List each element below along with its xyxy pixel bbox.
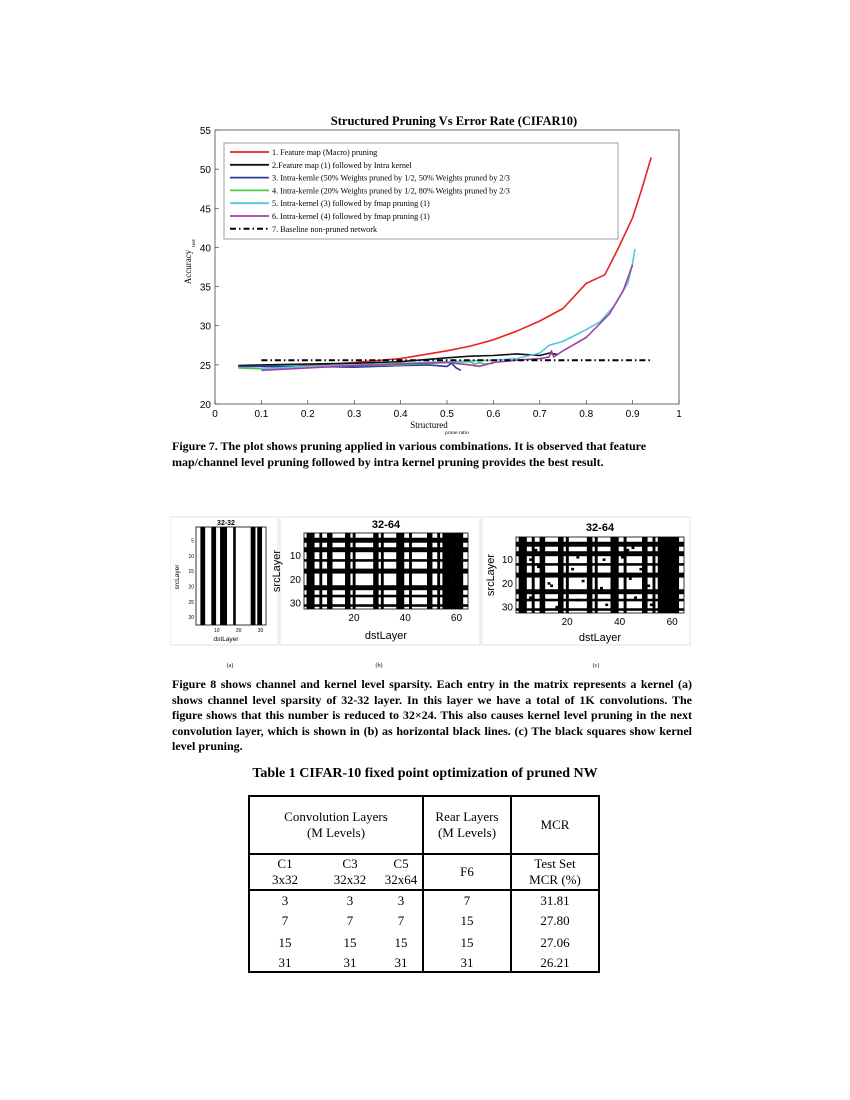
y-tick-label: 10 [289, 551, 301, 563]
y-tick-label: 5 [191, 538, 194, 545]
pruned-channel-column [519, 537, 522, 613]
table-cell: 3 [346, 892, 354, 908]
table-row [249, 932, 599, 954]
pruned-channel-column [224, 527, 227, 625]
pruned-channel-column [307, 533, 310, 609]
legend-label: 4. Intra-kernle (20% Weights pruned by 1/2, 80% Weights pruned by 2/3 [272, 186, 510, 196]
y-tick-label: 10 [188, 553, 194, 560]
panel-b-y-ticks [290, 551, 302, 610]
pruned-channel-column [666, 537, 669, 613]
pruned-kernel [629, 577, 632, 580]
header-conv-layers-label: Convolution Layers [284, 809, 388, 824]
pruned-channel-column [671, 537, 674, 613]
legend-label: 1. Feature map (Macro) pruning [272, 148, 378, 157]
panel-c-x-label: dstLayer [578, 632, 622, 644]
table-row [249, 910, 599, 932]
pruned-kernel [529, 596, 532, 599]
y-tick-label: 35 [199, 282, 211, 294]
header-conv-layers-sub: (M Levels) [306, 825, 366, 840]
header-c5-size: 32x64 [384, 872, 418, 887]
pruned-channel-column [611, 537, 614, 613]
x-tick-label: 0.5 [440, 409, 454, 420]
pruned-channel-column [540, 537, 543, 613]
table-row [249, 954, 599, 972]
y-tick-label: 20 [199, 400, 211, 411]
pruned-channel-column [319, 533, 322, 609]
pruned-channel-column [399, 533, 402, 609]
panel-c-title: 32-64 [585, 522, 615, 534]
pruned-channel-column [381, 533, 384, 609]
y-tick-label: 25 [188, 599, 194, 606]
panel-b-tag: (b) [375, 663, 383, 669]
header-c3-size: 32x32 [333, 872, 367, 887]
panel-c-y-label: srcLayer [485, 553, 497, 597]
header-rear-layers [423, 796, 511, 854]
pruned-kernel [576, 599, 579, 602]
pruned-channel-column [676, 537, 679, 613]
table-cell: 3 [249, 890, 320, 910]
pruned-kernel [534, 549, 537, 552]
panel-b-x-label: dstLayer [364, 630, 408, 642]
header-rear-layers-label: Rear Layers [435, 809, 499, 824]
pruned-channel-column [561, 537, 564, 613]
header-test-set-sub: MCR (%) [529, 872, 581, 887]
panel-a-y-ticks [188, 539, 194, 622]
legend-label: 6. Intra-kernel (4) followed by fmap pruning (1) [272, 212, 430, 221]
table-cell: 27.80 [511, 910, 599, 932]
pruned-channel-column [445, 533, 448, 609]
x-tick-label: 0.8 [579, 409, 594, 420]
x-tick-label: 0.2 [300, 409, 315, 420]
pruned-channel-column [450, 533, 453, 609]
panel-c-tag: (c) [592, 663, 600, 669]
pruned-channel-column [233, 527, 236, 625]
pruned-channel-column [455, 533, 458, 609]
legend [224, 143, 618, 239]
y-tick-label: 30 [188, 615, 194, 622]
table-cell: 15 [343, 935, 357, 950]
table-cell: 27.06 [511, 932, 599, 954]
pruned-channel-column [309, 533, 312, 609]
y-tick-label: 20 [289, 574, 301, 586]
pruned-channel-column [645, 537, 648, 613]
pruned-kernel [529, 558, 532, 561]
panel-b-x-ticks [348, 613, 462, 624]
x-tick-label: 0.9 [625, 409, 640, 420]
pruned-channel-column [566, 537, 569, 613]
x-tick-label: 40 [399, 613, 411, 624]
sparsity-figure [170, 515, 695, 672]
pruned-channel-column [330, 533, 333, 609]
figure-8-caption: Figure 8 shows channel and kernel level sparsity. Each entry in the matrix represents a kernel (a) shows channel level sparsity of 32-32 layer. In this layer we have a total of 1K convolutions. The figure shows that this number is reduced to 32×24. This also causes kernel level pruning in the next convolution layer, which is shown in (b) as horizontal black lines. (c) The black squares show kernel level pruning. [172, 677, 692, 753]
legend-label: 3. Intra-kernle (50% Weights pruned by 1/2, 50% Weights pruned by 2/3 [272, 173, 510, 183]
x-tick-label: 30 [257, 628, 264, 634]
header-c5 [380, 854, 423, 890]
pruned-channel-column [214, 527, 217, 625]
panel-a-x-ticks [214, 628, 264, 634]
x-tick-label: 60 [450, 613, 463, 624]
header-mcr: MCR [511, 796, 599, 854]
pruned-kernel [621, 556, 624, 559]
pruned-kernel [626, 549, 629, 552]
pruned-channel-column [453, 533, 456, 609]
table-cell: 7 [346, 913, 354, 928]
panel-c-y-ticks [502, 555, 514, 614]
table-cell: 31 [423, 954, 511, 972]
header-f6: F6 [423, 854, 511, 890]
y-tick-label: 55 [199, 126, 211, 137]
pruned-channel-column [590, 537, 593, 613]
pruned-channel-column [401, 533, 404, 609]
pruned-channel-column [524, 537, 527, 613]
header-c5-label: C5 [393, 856, 409, 871]
panel-a-x-label: dstLayer [213, 636, 239, 643]
pruned-channel-column [668, 537, 671, 613]
pruned-kernel [603, 558, 606, 561]
legend-label: 5. Intra-kernel (3) followed by fmap pruning (1) [272, 199, 430, 209]
x-tick-label: 0.1 [254, 409, 269, 420]
x-tick-label: 0.7 [532, 409, 547, 420]
header-c1-label: C1 [277, 856, 293, 871]
panel-b-y-label: srcLayer [271, 549, 283, 593]
pruned-channel-column [312, 533, 315, 609]
pruned-channel-column [521, 537, 524, 613]
table-cell: 7 [249, 910, 320, 932]
pruned-channel-column [660, 537, 663, 613]
table-cell: 7 [423, 890, 511, 910]
y-tick-label: 30 [289, 598, 301, 610]
pruned-channel-column [259, 527, 262, 625]
pruned-kernel [571, 568, 574, 571]
table-cell: 3 [380, 890, 423, 910]
y-axis-label: Accuracy [183, 249, 193, 285]
x-tick-label: 1 [676, 409, 682, 420]
pruned-kernel [632, 547, 635, 550]
pruned-channel-column [327, 533, 330, 609]
chart-title: Structured Pruning Vs Error Rate (CIFAR10) [330, 114, 578, 128]
pruned-channel-column [345, 533, 348, 609]
pruned-channel-column [348, 533, 351, 609]
table-cell: 15 [423, 910, 511, 932]
table-cell: 31 [320, 954, 380, 972]
pruned-channel-column [458, 533, 461, 609]
x-tick-label: 0 [212, 409, 218, 420]
pruned-channel-column [653, 537, 656, 613]
legend-label: 2.Feature map (1) followed by Intra kernel [272, 160, 412, 170]
pruned-channel-column [427, 533, 430, 609]
panel-a-tag: (a) [226, 663, 234, 669]
header-conv-layers [249, 796, 423, 854]
legend-label: 7. Baseline non-pruned network [272, 224, 378, 234]
header-rear-layers-sub: (M Levels) [437, 825, 497, 840]
table-cell: 7 [380, 910, 423, 932]
pruned-channel-column [595, 537, 598, 613]
header-c1-size: 3x32 [272, 872, 298, 887]
pruned-channel-column [409, 533, 412, 609]
x-tick-label: 0.6 [486, 409, 501, 420]
table-cell: 31 [380, 954, 423, 972]
pruned-channel-column [587, 537, 590, 613]
x-tick-label: 40 [614, 617, 626, 628]
table-cell: 15 [380, 932, 423, 954]
y-tick-label: 10 [501, 555, 513, 567]
y-tick-label: 30 [199, 321, 211, 333]
table-row [249, 890, 599, 910]
pruned-channel-column [674, 537, 677, 613]
table-cell: 15 [249, 932, 320, 954]
table-cell: 15 [423, 932, 511, 954]
pruned-kernel [650, 604, 653, 607]
pruned-channel-column [532, 537, 535, 613]
x-tick-label: 20 [235, 628, 242, 634]
pruned-channel-column [460, 533, 463, 609]
figure-7-caption: Figure 7. The plot shows pruning applied in various combinations. It is observed that feature map/channel level pruning followed by intra kernel pruning provides the best result. [172, 439, 647, 469]
pruned-kernel [600, 587, 603, 590]
pruned-channel-column [624, 537, 627, 613]
pruned-kernel [647, 585, 650, 588]
panel-c-x-ticks [562, 617, 679, 628]
panel-a-y-label: srcLayer [174, 564, 181, 590]
table-cell: 26.21 [511, 954, 599, 972]
pruned-channel-column [616, 537, 619, 613]
pruned-kernel [555, 606, 558, 609]
y-tick-label: 20 [188, 584, 194, 591]
table-cell: 31 [249, 954, 320, 972]
pruned-kernel [537, 566, 540, 569]
x-axis-label: Structured [410, 420, 448, 430]
y-tick-label: 40 [199, 243, 211, 255]
y-tick-label: 45 [199, 204, 211, 216]
pruned-kernel [576, 556, 579, 559]
pruned-kernel [634, 596, 637, 599]
pruned-channel-column [658, 537, 661, 613]
y-tick-label: 15 [188, 569, 194, 576]
pruned-channel-column [542, 537, 545, 613]
pruned-channel-column [558, 537, 561, 613]
pruning-line-chart [172, 112, 692, 437]
y-tick-label: 30 [501, 602, 513, 614]
x-tick-label: 0.3 [347, 409, 362, 420]
pruned-kernel [550, 585, 553, 588]
pruned-channel-column [642, 537, 645, 613]
y-tick-label: 50 [199, 165, 211, 177]
pruned-channel-column [253, 527, 256, 625]
pruned-channel-column [437, 533, 440, 609]
y-tick-label: 25 [199, 360, 211, 372]
y-tick-label: 20 [501, 578, 513, 590]
x-tick-label: 60 [666, 617, 678, 628]
x-tick-label: 10 [214, 628, 220, 634]
x-tick-label: 0.4 [393, 409, 408, 420]
header-c3-label: C3 [342, 856, 358, 871]
pruned-channel-column [353, 533, 356, 609]
pruned-channel-column [376, 533, 379, 609]
y-axis-label-subscript: test [191, 239, 197, 247]
pruned-channel-column [430, 533, 433, 609]
pruned-channel-column [448, 533, 451, 609]
mcr-table [248, 795, 600, 973]
panel-b-title: 32-64 [371, 519, 401, 531]
pruned-kernel [605, 604, 608, 607]
header-test-set-label: Test Set [534, 856, 576, 871]
pruned-kernel [639, 568, 642, 571]
header-test-set [511, 854, 599, 890]
pruned-channel-column [203, 527, 206, 625]
x-tick-label: 20 [348, 613, 360, 624]
pruned-kernel [582, 580, 585, 583]
table-cell: 31.81 [511, 890, 599, 910]
pruned-channel-column [663, 537, 666, 613]
pruned-channel-column [373, 533, 376, 609]
pruned-channel-column [613, 537, 616, 613]
header-c1 [249, 854, 320, 890]
x-tick-label: 20 [561, 617, 573, 628]
table-title: Table 1 CIFAR-10 fixed point optimization of pruned NW [252, 766, 598, 781]
panel-a-matrix-bg [196, 527, 266, 625]
pruned-channel-column [396, 533, 399, 609]
x-axis-label-subscript: prune ratio [445, 430, 469, 436]
pruned-kernel [548, 582, 551, 585]
pruned-channel-column [442, 533, 445, 609]
panel-a-title: 32-32 [217, 520, 235, 527]
header-c3 [320, 854, 380, 890]
